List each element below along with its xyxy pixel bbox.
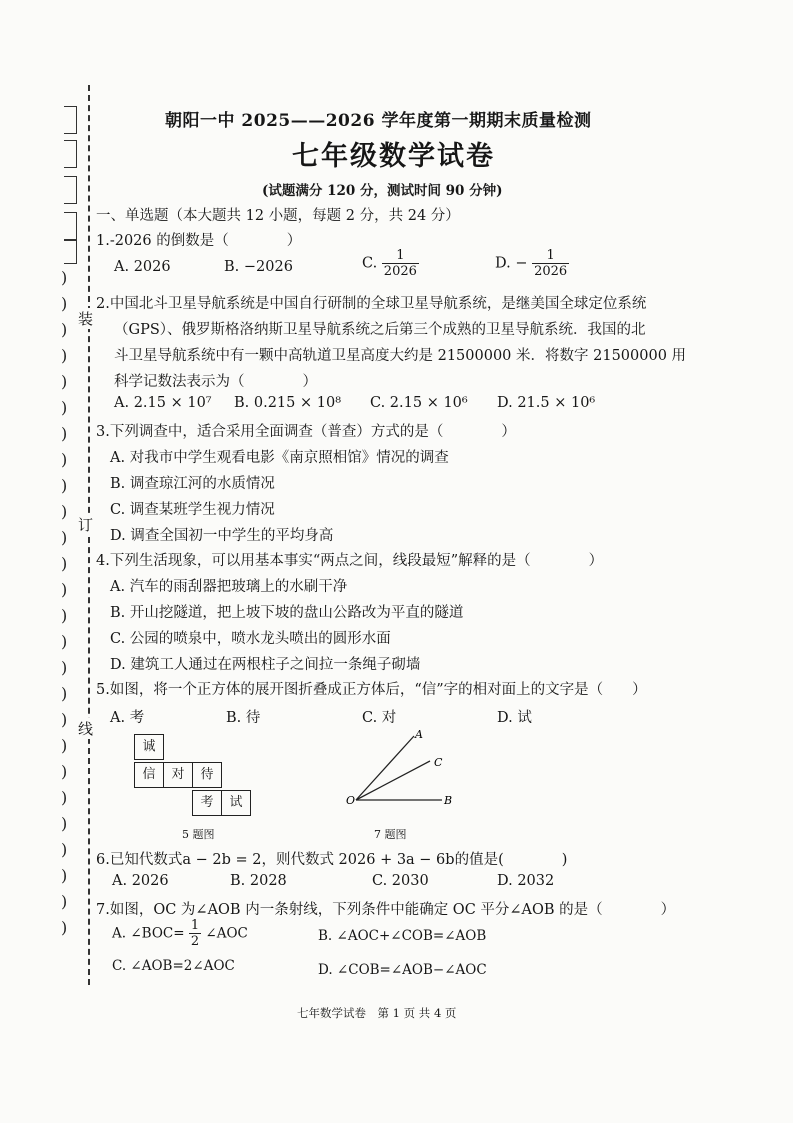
- option-a-suffix: ∠AOC: [205, 925, 248, 942]
- binding-label-zhuang: 装: [78, 310, 94, 328]
- question-2-option-b: B. 0.215 × 10⁸: [234, 395, 342, 411]
- question-2-line-1: 2.中国北斗卫星导航系统是中国自行研制的全球卫星导航系统，是继美国全球定位系统: [96, 296, 647, 312]
- question-3-option-a: A. 对我市中学生观看电影《南京照相馆》情况的调查: [110, 450, 449, 466]
- question-7-option-a: [112, 918, 248, 949]
- question-1-stem: 1.-2026 的倒数是（ ）: [96, 233, 302, 249]
- question-2-option-c: C. 2.15 × 10⁶: [370, 395, 468, 411]
- question-5-option-c: C. 对: [362, 710, 397, 726]
- net-cell: 试: [221, 790, 251, 816]
- net-cell: 信: [134, 762, 164, 788]
- option-label: C.: [362, 255, 378, 272]
- denominator: 2: [190, 934, 200, 949]
- binding-hole: ): [61, 424, 68, 443]
- point-label-b: B: [444, 794, 453, 807]
- question-1-option-d: [495, 248, 569, 279]
- binding-label-xian: 线: [78, 720, 94, 738]
- binding-hole: ): [61, 502, 68, 521]
- paper-title: 七年级数学试卷: [292, 141, 495, 172]
- binding-hole: ): [61, 736, 68, 755]
- binding-hole: ): [61, 762, 68, 781]
- fraction: [382, 248, 419, 279]
- binding-hole: ): [61, 528, 68, 547]
- question-5-option-d: D. 试: [497, 710, 532, 726]
- binding-hole: ): [61, 866, 68, 885]
- binding-hole: ): [61, 658, 68, 677]
- question-4-option-d: D. 建筑工人通过在两根柱子之间拉一条绳子砌墙: [110, 657, 421, 673]
- question-7-stem: 7.如图，OC 为∠AOB 内一条射线，下列条件中能确定 OC 平分∠AOB 的是（ ）: [96, 902, 676, 918]
- binding-hole: ): [61, 892, 68, 911]
- denominator: 2026: [534, 264, 568, 279]
- binding-hole: ): [61, 554, 68, 573]
- binding-hole: ): [61, 450, 68, 469]
- binding-line: [88, 85, 90, 985]
- question-1-option-b: B. −2026: [224, 259, 293, 275]
- question-4-option-b: B. 开山挖隧道，把上坡下坡的盘山公路改为平直的隧道: [110, 605, 464, 621]
- figure-7-angle-diagram: [340, 725, 470, 815]
- page-footer: 七年数学试卷 第 1 页 共 4 页: [297, 1006, 457, 1020]
- figure-7-caption: 7 题图: [374, 828, 407, 841]
- question-7-option-c: C. ∠AOB=2∠AOC: [112, 958, 235, 974]
- binding-field-box: [64, 212, 77, 240]
- point-label-a: A: [415, 728, 423, 741]
- question-3-option-c: C. 调查某班学生视力情况: [110, 502, 275, 518]
- binding-hole: ): [61, 632, 68, 651]
- binding-hole: ): [61, 814, 68, 833]
- binding-hole: ): [61, 840, 68, 859]
- binding-field-box: [64, 176, 77, 204]
- question-1-option-c: [362, 248, 419, 279]
- point-label-o: O: [346, 794, 356, 807]
- section-heading: 一、单选题（本大题共 12 小题，每题 2 分，共 24 分）: [96, 208, 460, 224]
- denominator: 2026: [383, 264, 417, 279]
- question-4-option-a: A. 汽车的雨刮器把玻璃上的水刷干净: [110, 579, 348, 595]
- question-4-option-c: C. 公园的喷泉中，喷水龙头喷出的圆形水面: [110, 631, 391, 647]
- question-5-option-b: B. 待: [226, 710, 261, 726]
- exam-subtitle: (试题满分 120 分，测试时间 90 分钟): [262, 183, 503, 199]
- question-6-option-a: A. 2026: [112, 873, 169, 889]
- fraction: [189, 918, 201, 949]
- school-exam-title: 朝阳一中 2025——2026 学年度第一期期末质量检测: [165, 111, 592, 131]
- question-4-stem: 4.下列生活现象，可以用基本事实“两点之间，线段最短”解释的是（ ）: [96, 553, 604, 569]
- binding-hole: ): [61, 398, 68, 417]
- net-cell: 待: [192, 762, 222, 788]
- question-7-option-d: D. ∠COB=∠AOB−∠AOC: [318, 962, 487, 978]
- question-3-option-d: D. 调查全国初一中学生的平均身高: [110, 528, 334, 544]
- point-label-c: C: [434, 756, 443, 769]
- ray-oc: [356, 761, 430, 800]
- net-cell: 对: [163, 762, 193, 788]
- net-cell: 考: [192, 790, 222, 816]
- question-6-stem: 6.已知代数式a − 2b = 2，则代数式 2026 + 3a − 6b的值是( ): [96, 852, 568, 868]
- question-6-option-b: B. 2028: [230, 873, 287, 889]
- numerator: 1: [190, 918, 200, 933]
- question-1-option-a: A. 2026: [114, 259, 171, 275]
- figure-5-caption: 5 题图: [182, 828, 215, 841]
- binding-hole: ): [61, 606, 68, 625]
- binding-hole: ): [61, 320, 68, 339]
- net-cell: 诚: [134, 734, 164, 760]
- binding-hole: ): [61, 346, 68, 365]
- fraction: [532, 248, 569, 279]
- binding-hole: ): [61, 710, 68, 729]
- question-2-option-a: A. 2.15 × 10⁷: [114, 395, 212, 411]
- question-5-option-a: A. 考: [110, 710, 145, 726]
- binding-field-box: [64, 140, 77, 168]
- binding-field-box: [64, 106, 77, 134]
- binding-hole: ): [61, 684, 68, 703]
- question-7-option-b: B. ∠AOC+∠COB=∠AOB: [318, 928, 487, 944]
- question-2-line-4: 科学记数法表示为（ ）: [114, 374, 317, 390]
- question-2-line-2: （GPS）、俄罗斯格洛纳斯卫星导航系统之后第三个成熟的卫星导航系统．我国的北: [114, 322, 646, 338]
- binding-field-box: [64, 240, 77, 264]
- option-a-prefix: A. ∠BOC=: [112, 925, 185, 942]
- binding-hole: ): [61, 268, 68, 287]
- question-6-option-c: C. 2030: [372, 873, 429, 889]
- binding-hole: ): [61, 918, 68, 937]
- binding-hole: ): [61, 372, 68, 391]
- binding-label-ding: 订: [78, 516, 94, 534]
- numerator: 1: [532, 248, 569, 264]
- question-6-option-d: D. 2032: [497, 873, 555, 889]
- binding-hole: ): [61, 788, 68, 807]
- binding-hole: ): [61, 476, 68, 495]
- question-2-option-d: D. 21.5 × 10⁶: [497, 395, 596, 411]
- question-3-option-b: B. 调查琼江河的水质情况: [110, 476, 275, 492]
- binding-hole: ): [61, 294, 68, 313]
- ray-oa: [356, 736, 414, 800]
- option-label: D. −: [495, 255, 528, 272]
- binding-hole: ): [61, 580, 68, 599]
- question-2-line-3: 斗卫星导航系统中有一颗中高轨道卫星高度大约是 21500000 米．将数字 21500000 用: [114, 348, 687, 364]
- question-5-stem: 5.如图，将一个正方体的展开图折叠成正方体后，“信”字的相对面上的文字是（ ）: [96, 682, 647, 698]
- question-3-stem: 3.下列调查中，适合采用全面调查（普查）方式的是（ ）: [96, 424, 516, 440]
- numerator: 1: [382, 248, 419, 264]
